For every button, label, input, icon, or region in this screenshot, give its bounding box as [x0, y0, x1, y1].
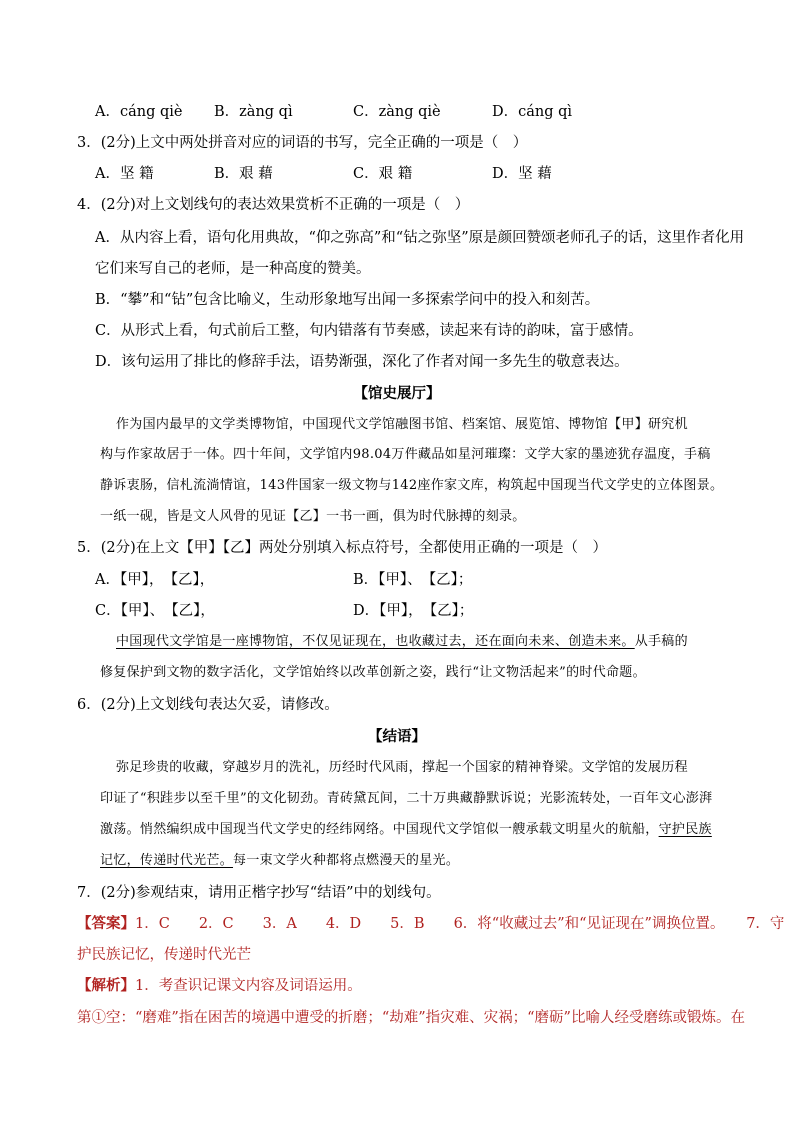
q2-option-d: D．cáng qì — [492, 104, 573, 120]
answer-text-line1: 1．C 2．C 3．A 4．D 5．B 6．将“收藏过去”和“见证现在”调换位置。 7．守 — [135, 916, 785, 932]
conclusion-line4-plain: 每一束文学火种都将点燃漫天的星光。 — [233, 853, 460, 868]
conclusion-line4-underlined: 记忆，传递时代光芒。 — [100, 853, 234, 868]
conclusion-para-line3 — [100, 820, 712, 840]
history-para-line1: 作为国内最早的文学类博物馆，中国现代文学馆融图书馆、档案馆、展览馆、博物馆【甲】研究机 — [116, 417, 688, 432]
conclusion-para-line2: 印证了“积跬步以至千里”的文化韧劲。青砖黛瓦间，二十万典藏静默诉说；光影流转处，一百年文心澎湃 — [100, 791, 713, 806]
history-para-line3: 静诉衷肠，信札流淌情谊，143件国家一级文物与142座作家文库，构筑起中国现当代文学史的立体图景。 — [100, 478, 724, 493]
conclusion-line3-plain: 激荡。悄然编织成中国现当代文学史的经纬网络。中国现代文学馆似一艘承载文明星火的航船， — [100, 822, 659, 837]
underlined-sentence: 中国现代文学馆是一座博物馆，不仅见证现在，也收藏过去，还在面向未来、创造未来。 — [116, 634, 635, 649]
conclusion-para-line4 — [100, 851, 459, 871]
history-para-line4: 一纸一砚，皆是文人风骨的见证【乙】一书一画，俱为时代脉搏的刻录。 — [100, 509, 526, 524]
q4-option-c: C．从形式上看，句式前后工整，句内错落有节奏感，读起来有诗的韵味，富于感情。 — [95, 323, 643, 339]
q5-option-a: A．【甲】， 【乙】， — [95, 572, 215, 588]
q3-option-c: C．艰 籍 — [353, 166, 413, 182]
q3-option-a: A．坚 籍 — [95, 166, 154, 182]
q3-option-d: D．坚 藉 — [492, 166, 552, 182]
analysis-line2: 第①空：“磨难”指在困苦的境遇中遭受的折磨；“劫难”指灾难、灾祸；“磨砺”比喻人经受磨练或锻炼。在 — [77, 1010, 745, 1026]
analysis-text-line1: 1．考查识记课文内容及词语运用。 — [135, 978, 362, 994]
answer-line1 — [77, 914, 784, 934]
q4-option-a-line1: A．从内容上看，语句化用典故，“仰之弥高”和“钻之弥坚”原是颜回赞颂老师孔子的话，这里作者化用 — [95, 230, 745, 246]
q2-option-a: A．cáng qiè — [95, 104, 183, 120]
q3-option-b: B．艰 藉 — [214, 166, 273, 182]
q4-option-b: B．“攀”和“钻”包含比喻义，生动形象地写出闻一多探索学问中的投入和刻苦。 — [95, 292, 600, 308]
section-title-conclusion: 【结语】 — [368, 728, 426, 745]
q4-option-d: D．该句运用了排比的修辞手法，语势渐强，深化了作者对闻一多先生的敬意表达。 — [95, 354, 629, 370]
q5-option-b: B．【甲】、 【乙】； — [353, 572, 473, 588]
conclusion-line3-underlined: 守护民族 — [658, 822, 712, 837]
answer-line2: 护民族记忆，传递时代光芒 — [77, 947, 251, 963]
museum-para-line1 — [116, 632, 688, 652]
museum-para-line2: 修复保护到文物的数字活化，文学馆始终以改革创新之姿，践行“让文物活起来”的时代命题。 — [100, 665, 646, 680]
museum-para-line1-rest: 从手稿的 — [634, 634, 688, 649]
q2-option-c: C．zàng qiè — [353, 104, 441, 120]
q5-option-d: D．【甲】， 【乙】； — [353, 603, 474, 619]
q7-stem: 7．(2分)参观结束，请用正楷字抄写“结语”中的划线句。 — [77, 885, 441, 901]
q5-stem: 5．(2分)在上文【甲】【乙】两处分别填入标点符号，全都使用正确的一项是（ ） — [77, 540, 608, 556]
history-para-line2: 构与作家故居于一体。四十年间，文学馆内98.04万件藏品如星河璀璨：文学大家的墨迹犹存温度，手稿 — [100, 447, 711, 462]
q4-stem: 4．(2分)对上文划线句的表达效果赏析不正确的一项是（ ） — [77, 197, 470, 213]
section-title-history: 【馆史展厅】 — [353, 385, 441, 402]
q6-stem: 6．(2分)上文划线句表达欠妥，请修改。 — [77, 697, 339, 713]
q5-option-c: C．【甲】、 【乙】， — [95, 603, 215, 619]
analysis-line1 — [77, 976, 362, 996]
q3-stem: 3．(2分)上文中两处拼音对应的词语的书写，完全正确的一项是（ ） — [77, 135, 528, 151]
conclusion-para-line1: 弥足珍贵的收藏，穿越岁月的洗礼，历经时代风雨，撑起一个国家的精神脊梁。文学馆的发展历程 — [116, 760, 688, 775]
analysis-label: 【解析】 — [77, 977, 135, 994]
q2-option-b: B．zàng qì — [214, 104, 293, 120]
q4-option-a-line2: 它们来写自己的老师，是一种高度的赞美。 — [95, 261, 371, 277]
answer-label: 【答案】 — [77, 915, 135, 932]
